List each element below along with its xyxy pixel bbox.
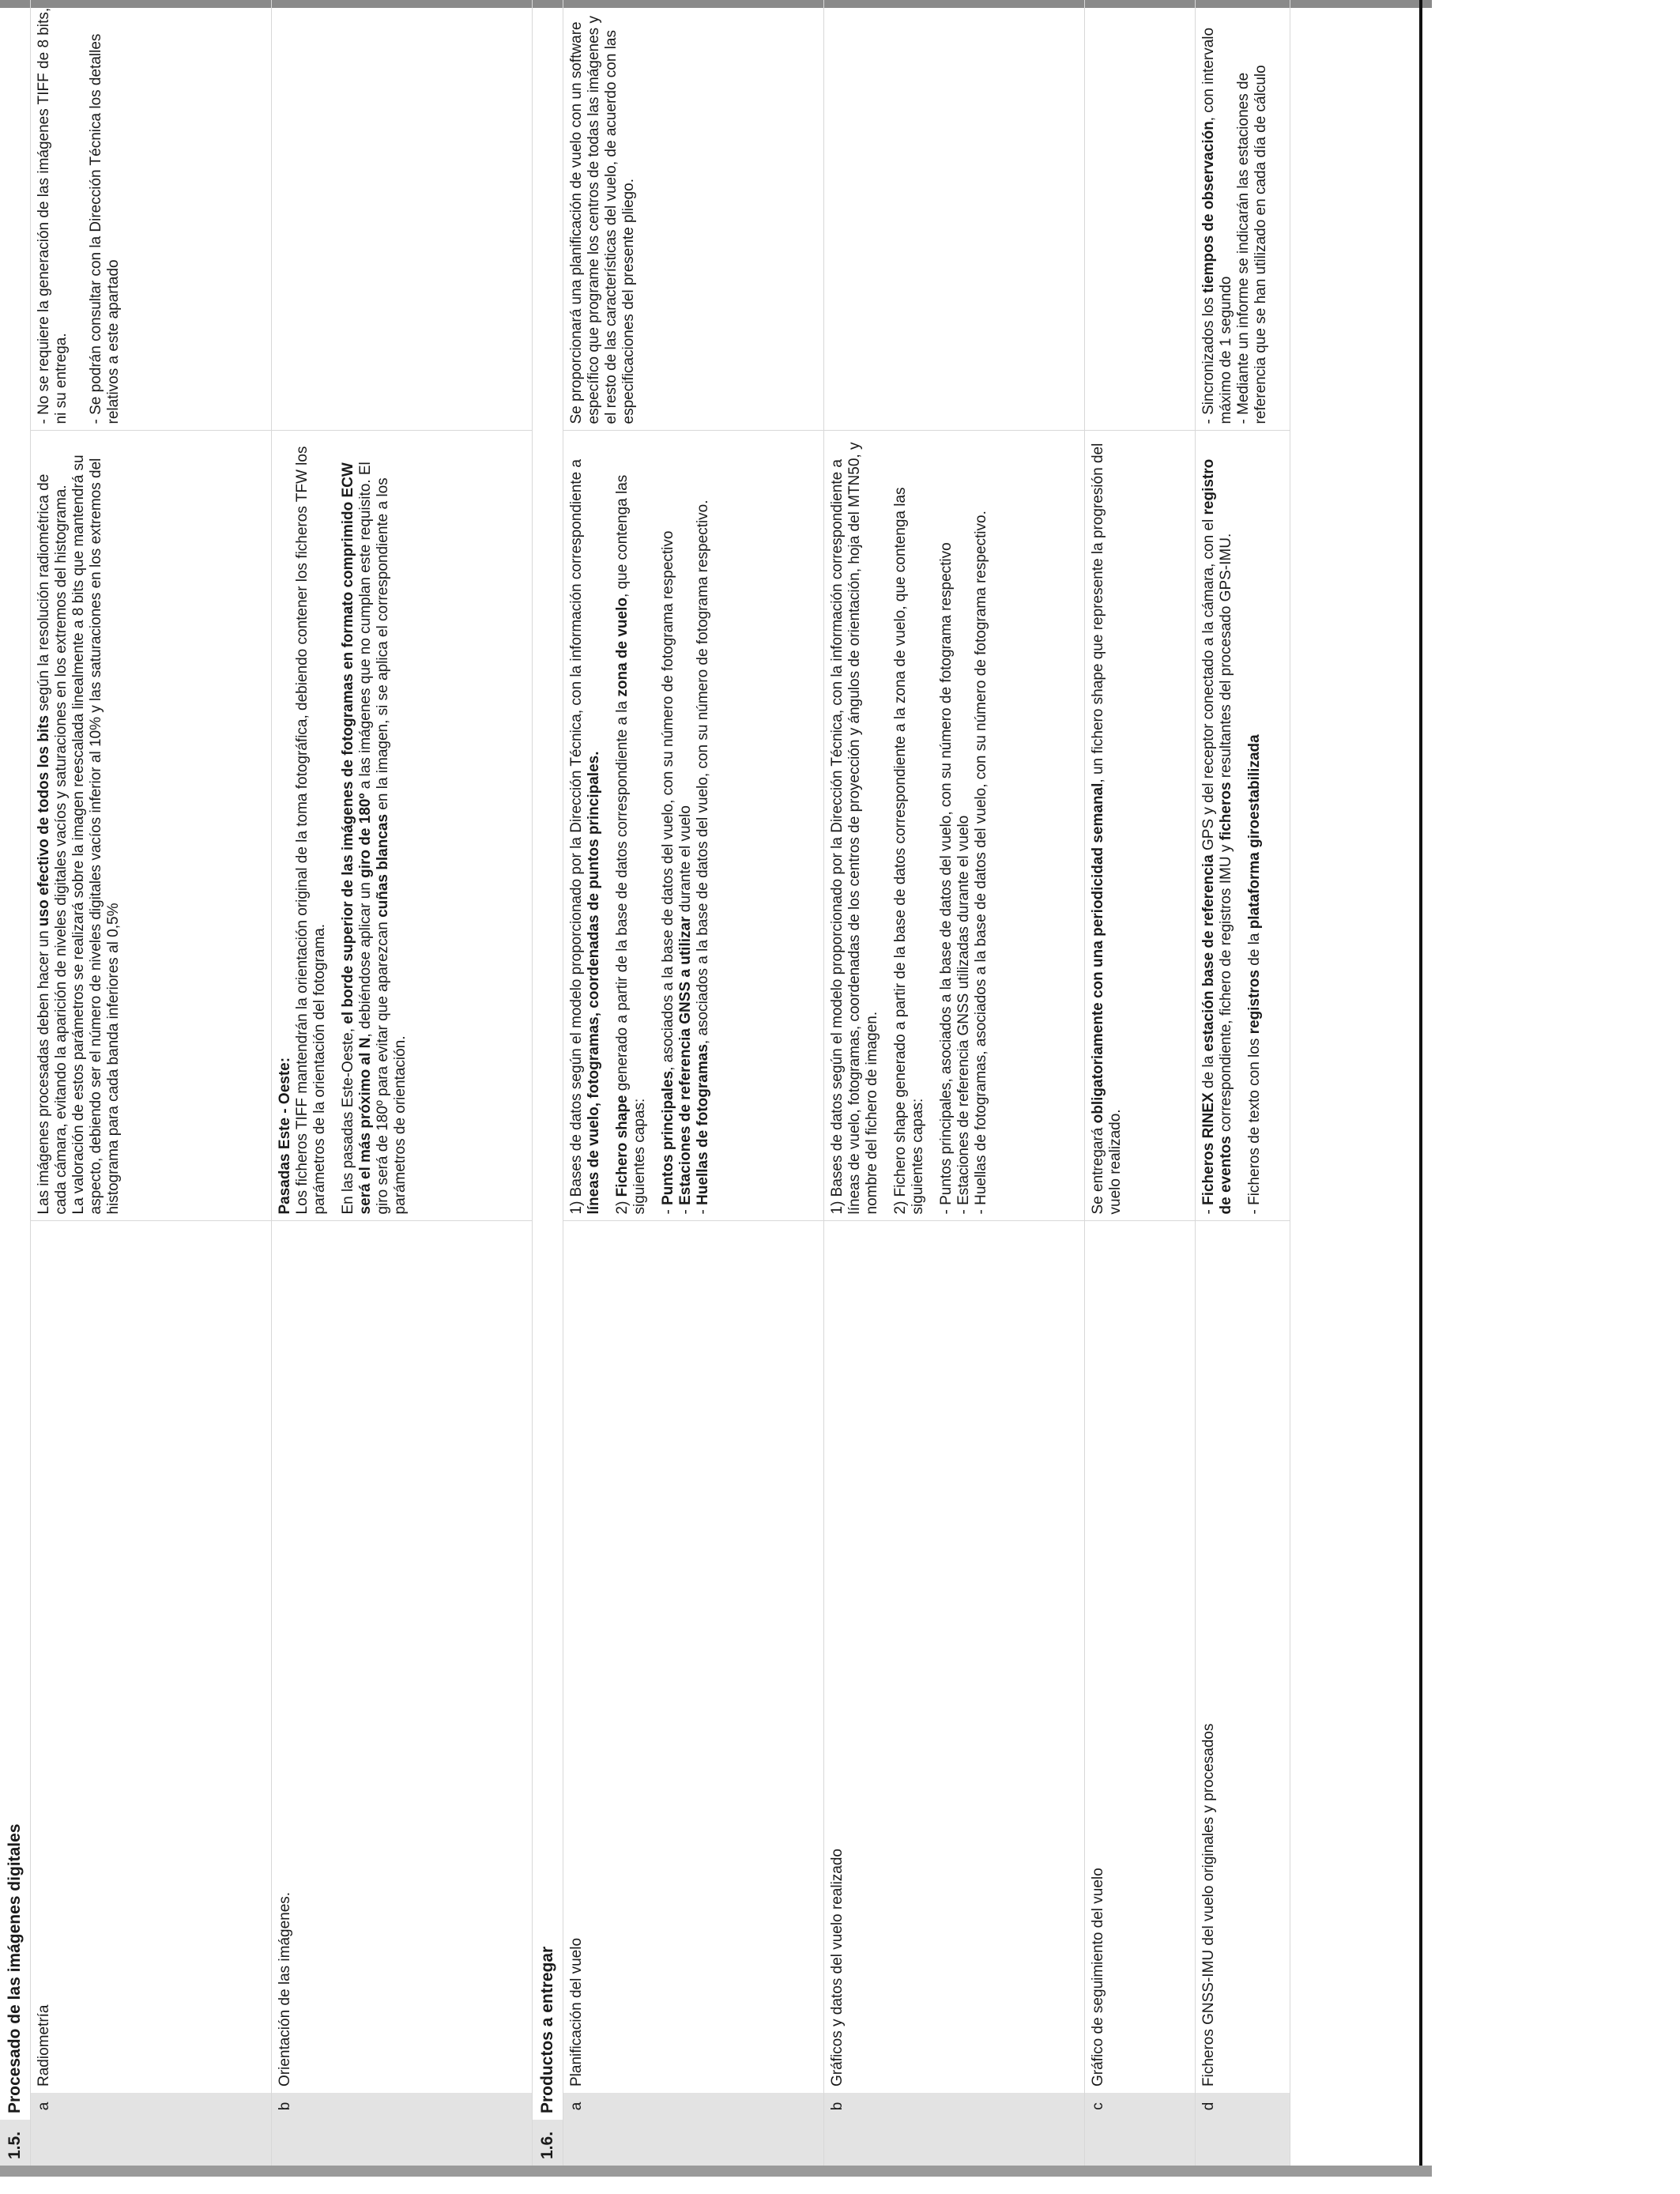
row-letter: b	[272, 2093, 533, 2120]
row-spacer	[563, 2120, 824, 2166]
row-letter: b	[824, 2093, 1085, 2120]
section-title: Procesado de las imágenes digitales	[0, 0, 31, 2120]
row-observations: Se proporcionará una planificación de vuelo con un software específico que programe los centros de todas las imágenes y el resto de las características del vuelo, de acuerdo con las especificaciones del presente pliego.	[563, 0, 824, 431]
table-row	[1085, 0, 1196, 2166]
row-concept: Radiometría	[31, 1221, 272, 2093]
section-header	[533, 0, 563, 2166]
row-specification: Las imágenes procesadas deben hacer un uso efectivo de todos los bits según la resolución radiométrica de cada cámara, evitando la aparición de niveles digitales vacíos y saturaciones en los extremos del histograma. La valoración de estos parámetros se realizará sobre la imagen reescalada linealmente a 8 bits que mantendrá su aspecto, debiendo ser el número de niveles digitales vacíos inferior al 10% y las saturaciones en los extremos del histograma para cada banda inferiores al 0,5%	[31, 431, 272, 1221]
row-letter: c	[1085, 2093, 1196, 2120]
section-number: 1.5.	[0, 2120, 31, 2166]
row-letter: d	[1196, 2093, 1290, 2120]
row-observations	[824, 0, 1085, 431]
row-specification: Se entregará obligatoriamente con una periodicidad semanal, un fichero shape que represente la progresión del vuelo realizado.	[1085, 431, 1196, 1221]
row-specification: 1) Bases de datos según el modelo proporcionado por la Dirección Técnica, con la información correspondiente a líneas de vuelo, fotogramas, coordenadas de puntos principales. 2) Fichero shape generado a partir de la base de datos correspondiente a la zona de vuelo, que contenga las siguientes capas: - Puntos principales, asociados a la base de datos del vuelo, con su número de fotograma respectivo - Estaciones de referencia GNSS a utilizar durante el vuelo - Huellas de fotogramas, asociados a la base de datos del vuelo, con su número de fotograma respectivo.	[563, 431, 824, 1221]
row-spacer	[1085, 2120, 1196, 2166]
row-spacer	[1196, 2120, 1290, 2166]
row-specification: 1) Bases de datos según el modelo proporcionado por la Dirección Técnica, con la información correspondiente a líneas de vuelo, fotogramas, coordenadas de los centros de proyección y ángulos de orientación, hoja del MTN50, y nombre del fichero de imagen. 2) Fichero shape generado a partir de la base de datos correspondiente a la zona de vuelo, que contenga las siguientes capas: - Puntos principales, asociados a la base de datos del vuelo, con su número de fotograma respectivo - Estaciones de referencia GNSS utilizadas durante el vuelo - Huellas de fotogramas, asociados a la base de datos del vuelo, con su número de fotograma respectivo.	[824, 431, 1085, 1221]
row-specification: Pasadas Este - Oeste: Los ficheros TIFF mantendrán la orientación original de la toma fotográfica, debiendo contener los ficheros TFW los parámetros de la orientación del fotograma. En las pasadas Este-Oeste, el borde superior de las imágenes de fotogramas en formato comprimido ECW será el más próximo al N, debiéndose aplicar un giro de 180º a las imágenes que no cumplan este requisito. El giro será de 180º para evitar que aparezcan cuñas blancas en la imagen, si se aplica el correspondiente a los parámetros de orientación.	[272, 431, 533, 1221]
row-observations	[272, 0, 533, 431]
row-concept: Gráfico de seguimiento del vuelo	[1085, 1221, 1196, 2093]
bottom-rule	[0, 2166, 1432, 2177]
row-spacer	[272, 2120, 533, 2166]
table-row	[824, 0, 1085, 2166]
row-observations: - Sincronizados los tiempos de observación, con intervalo máximo de 1 segundo - Mediante un informe se indicarán las estaciones de referencia que se han utilizado en cada día de cálculo	[1196, 0, 1290, 431]
row-spacer	[824, 2120, 1085, 2166]
table-row	[272, 0, 533, 2166]
row-observations: - No se requiere la generación de las imágenes TIFF de 8 bits, ni su entrega. - Se podrán consultar con la Dirección Técnica los detalles relativos a este apartado	[31, 0, 272, 431]
row-spacer	[31, 2120, 272, 2166]
section-header	[0, 0, 31, 2166]
row-concept: Orientación de las imágenes.	[272, 1221, 533, 2093]
table-row	[1196, 0, 1290, 2166]
row-concept: Gráficos y datos del vuelo realizado	[824, 1221, 1085, 2093]
row-specification: - Ficheros RINEX de la estación base de referencia GPS y del receptor conectado a la cámara, con el registro de eventos correspondiente, fichero de registros IMU y ficheros resultantes del procesado GPS-IMU. - Ficheros de texto con los registros de la plataforma giroestabilizada	[1196, 431, 1290, 1221]
row-concept: Planificación del vuelo	[563, 1221, 824, 2093]
row-letter: a	[563, 2093, 824, 2120]
row-observations	[1085, 0, 1196, 431]
row-concept: Ficheros GNSS-IMU del vuelo originales y procesados	[1196, 1221, 1290, 2093]
table-row	[31, 0, 272, 2166]
row-letter: a	[31, 2093, 272, 2120]
table-row	[563, 0, 824, 2166]
section-title: Productos a entregar	[533, 0, 563, 2120]
section-number: 1.6.	[533, 2120, 563, 2166]
